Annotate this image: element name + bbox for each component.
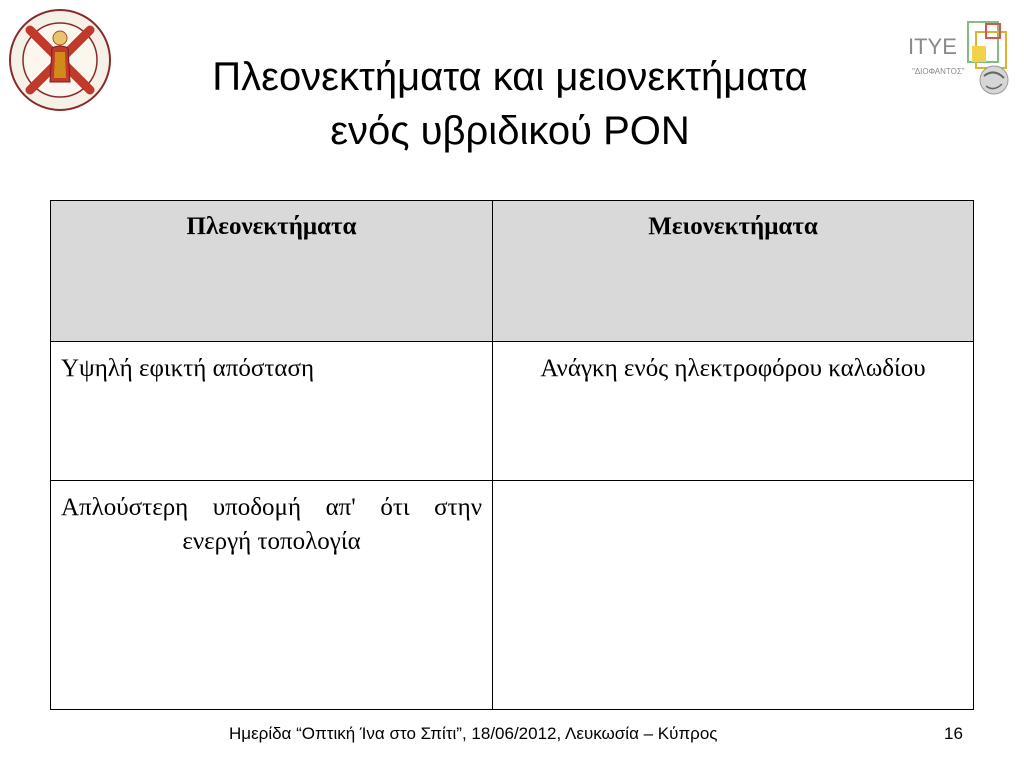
table-row [51, 342, 974, 481]
advantage-text: Υψηλή εφικτή απόσταση [61, 355, 315, 382]
title-line-1: Πλεονεκτήματα και μειονεκτήματα [212, 55, 808, 99]
svg-text:ITYE: ITYE [908, 34, 957, 59]
comparison-table [50, 200, 974, 710]
header-disadvantages: Μειονεκτήματα [493, 201, 974, 342]
table-header-row [51, 201, 974, 342]
advantage-text: Απλούστερη υποδομή απ' ότι στην ενεργή τοπολογία [61, 494, 483, 555]
disadvantage-cell [493, 481, 974, 710]
table-row [51, 481, 974, 710]
advantage-cell [51, 342, 493, 481]
footer-event-text: Ημερίδα “Οπτική Ίνα στο Σπίτι”, 18/06/2012, Λευκωσία – Κύπρος [229, 724, 718, 743]
header-advantages: Πλεονεκτήματα [51, 201, 493, 342]
itye-diophantus-logo-icon [906, 16, 1018, 102]
disadvantage-text: Ανάγκη ενός ηλεκτροφόρου καλωδίου [540, 355, 926, 382]
advantage-cell [51, 481, 493, 710]
title-line-2: ενός υβριδικού PON [330, 109, 690, 153]
disadvantage-cell [493, 342, 974, 481]
slide-title [120, 50, 900, 158]
svg-text:"ΔΙΟΦΑΝΤΟΣ": "ΔΙΟΦΑΝΤΟΣ" [912, 67, 965, 76]
university-of-patras-seal-icon [8, 8, 112, 112]
slide-number: 16 [944, 724, 963, 743]
